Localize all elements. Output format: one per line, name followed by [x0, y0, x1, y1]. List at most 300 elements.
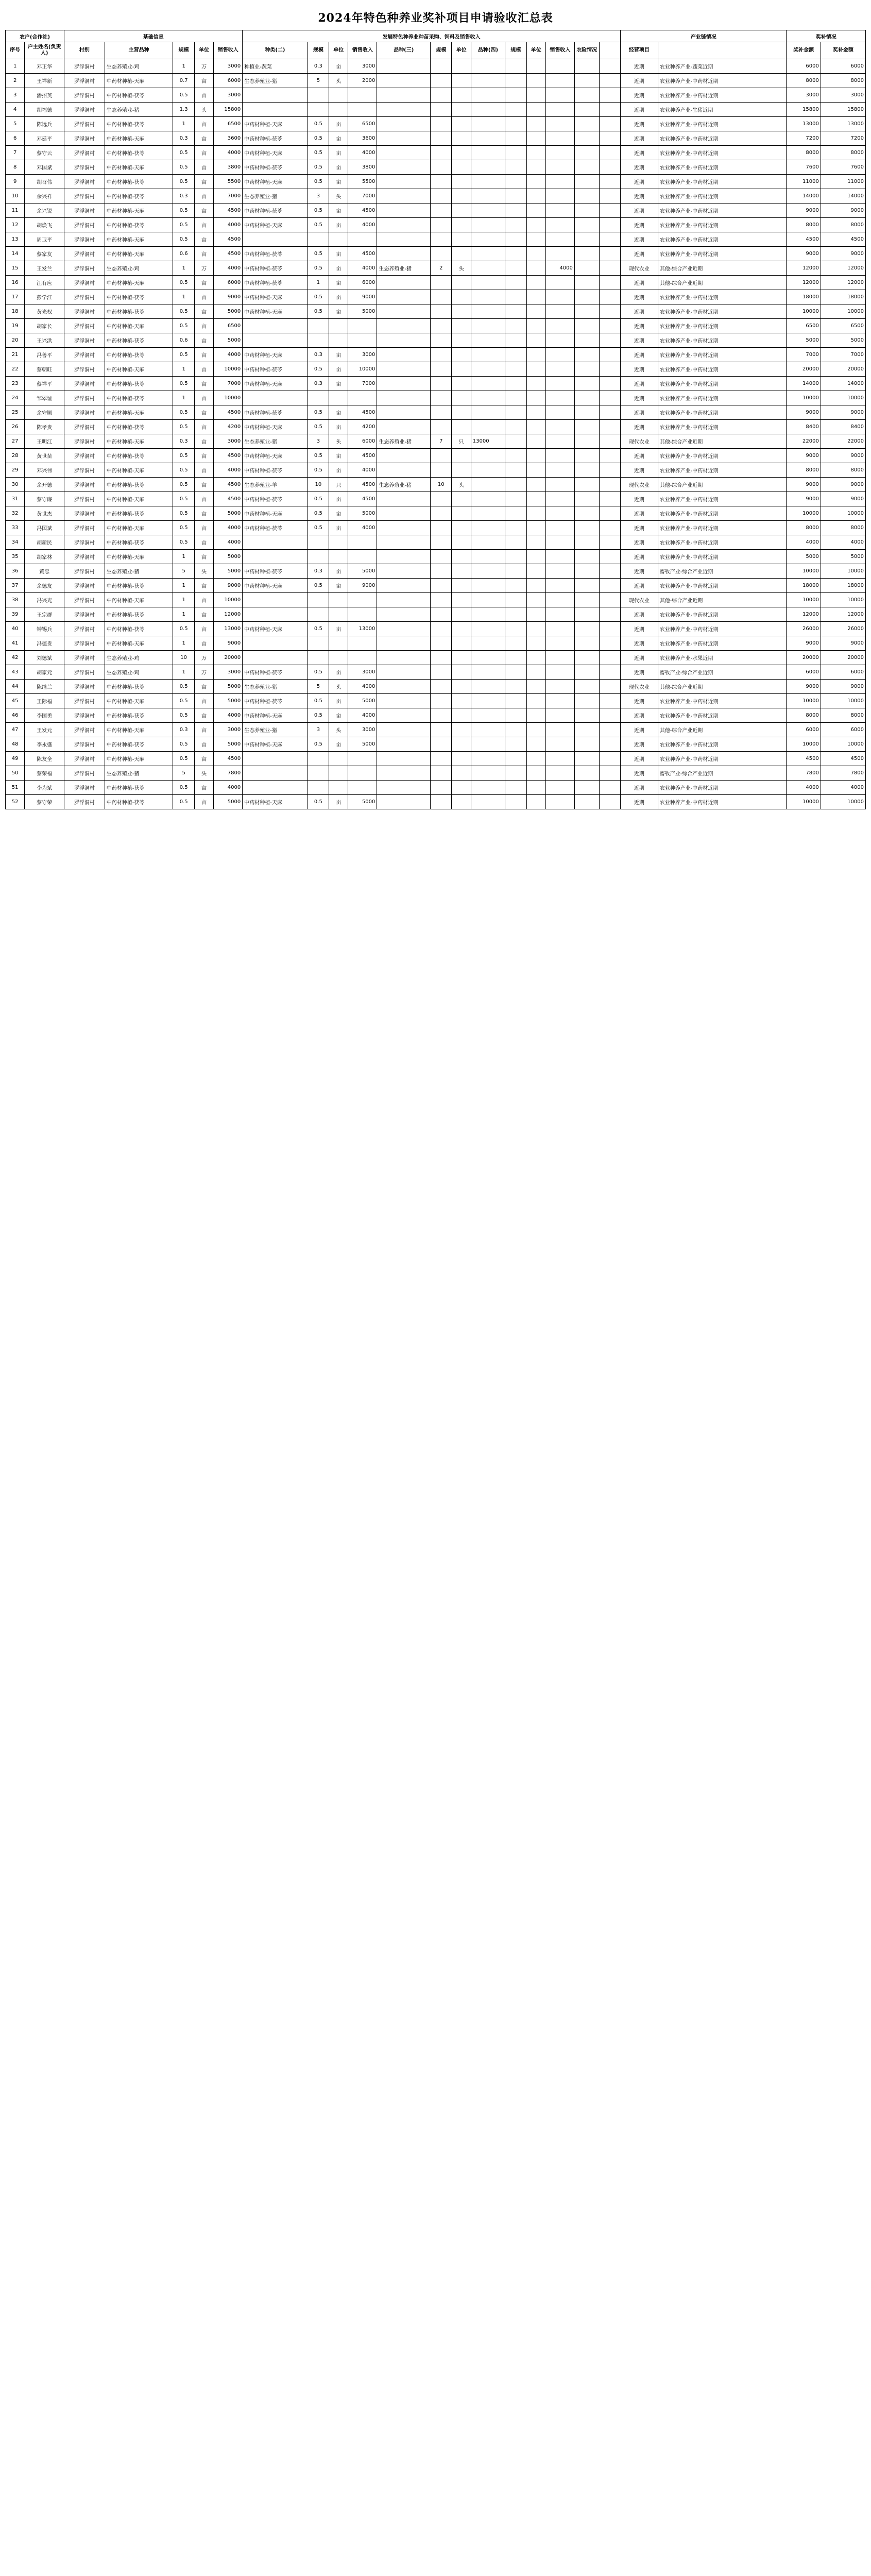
table-cell: 中药材种植-茯苓: [243, 564, 308, 579]
table-cell: [348, 232, 377, 247]
table-cell: 4500: [214, 478, 243, 492]
table-cell: [377, 59, 431, 74]
table-cell: 罗浮洞村: [64, 680, 105, 694]
table-cell: 0.5: [173, 694, 194, 708]
table-cell: 中药材种植-天麻: [105, 204, 173, 218]
table-row: [6, 449, 866, 463]
table-cell: 罗浮洞村: [64, 781, 105, 795]
table-cell: [471, 420, 505, 434]
table-cell: [452, 405, 471, 420]
table-cell: [526, 521, 545, 535]
table-cell: [505, 160, 526, 175]
table-cell: 3600: [214, 131, 243, 146]
table-cell: [599, 622, 621, 636]
table-cell: 13000: [471, 434, 505, 449]
table-cell: 7200: [787, 131, 821, 146]
table-cell: [599, 795, 621, 809]
table-cell: 农业种养产业-生猪近期: [658, 103, 787, 117]
table-cell: [471, 564, 505, 579]
table-cell: 近期: [621, 232, 658, 247]
table-cell: 生态养殖业-猪: [105, 103, 173, 117]
table-cell: 3: [308, 723, 329, 737]
table-cell: [377, 708, 431, 723]
table-cell: 44: [6, 680, 25, 694]
table-cell: 0.5: [173, 708, 194, 723]
table-cell: [377, 160, 431, 175]
table-cell: [377, 204, 431, 218]
table-cell: [599, 694, 621, 708]
header-industry: 产业链情况: [621, 30, 787, 42]
table-cell: [599, 521, 621, 535]
table-cell: [505, 622, 526, 636]
table-cell: [526, 708, 545, 723]
table-cell: [308, 88, 329, 103]
table-cell: 13000: [348, 622, 377, 636]
table-cell: [545, 377, 574, 391]
table-cell: 近期: [621, 492, 658, 506]
table-cell: 生态养殖业-鸡: [105, 651, 173, 665]
table-cell: [348, 766, 377, 781]
table-cell: [471, 449, 505, 463]
table-cell: 中药材种植-茯苓: [243, 131, 308, 146]
table-cell: 近期: [621, 579, 658, 593]
table-cell: [599, 492, 621, 506]
table-cell: [599, 261, 621, 276]
table-cell: 3000: [821, 88, 865, 103]
table-cell: [599, 391, 621, 405]
table-cell: 近期: [621, 88, 658, 103]
table-cell: 近期: [621, 218, 658, 232]
table-cell: [505, 420, 526, 434]
table-cell: [505, 607, 526, 622]
table-cell: 罗浮洞村: [64, 103, 105, 117]
table-cell: 7000: [787, 348, 821, 362]
table-cell: [431, 708, 452, 723]
table-cell: 近期: [621, 146, 658, 160]
table-cell: 农业种养产业-中药材近期: [658, 175, 787, 189]
table-cell: 生态养殖业-鸡: [105, 261, 173, 276]
table-cell: [377, 737, 431, 752]
table-cell: [545, 434, 574, 449]
table-cell: 4500: [821, 752, 865, 766]
table-cell: 46: [6, 708, 25, 723]
table-cell: [545, 781, 574, 795]
table-cell: [505, 131, 526, 146]
table-row: [6, 405, 866, 420]
table-cell: [308, 593, 329, 607]
table-cell: [599, 74, 621, 88]
table-cell: [505, 362, 526, 377]
table-cell: [308, 333, 329, 348]
table-cell: 近期: [621, 160, 658, 175]
table-cell: 4500: [348, 247, 377, 261]
table-cell: 王兴洪: [25, 333, 64, 348]
table-cell: 35: [6, 550, 25, 564]
table-cell: 15800: [214, 103, 243, 117]
table-cell: [545, 160, 574, 175]
table-cell: 5000: [214, 694, 243, 708]
table-cell: 15800: [821, 103, 865, 117]
table-cell: [526, 434, 545, 449]
table-cell: 0.5: [173, 752, 194, 766]
table-cell: [574, 506, 599, 521]
table-cell: [471, 247, 505, 261]
table-cell: [471, 636, 505, 651]
table-cell: 0.5: [173, 795, 194, 809]
table-cell: [329, 550, 348, 564]
table-cell: 农业种养产业-中药材近期: [658, 232, 787, 247]
table-cell: 中药材种植-天麻: [243, 304, 308, 319]
table-cell: [599, 348, 621, 362]
table-cell: 罗浮洞村: [64, 348, 105, 362]
table-cell: 罗浮洞村: [64, 478, 105, 492]
table-row: [6, 550, 866, 564]
table-cell: 罗浮洞村: [64, 550, 105, 564]
table-cell: 中药材种植-茯苓: [243, 694, 308, 708]
table-cell: [431, 492, 452, 506]
table-cell: 亩: [194, 607, 213, 622]
table-cell: [526, 752, 545, 766]
table-cell: [574, 737, 599, 752]
table-cell: 中药材种植-茯苓: [105, 622, 173, 636]
table-cell: 12000: [787, 276, 821, 290]
table-cell: 黄世苗: [25, 449, 64, 463]
table-cell: 2: [431, 261, 452, 276]
table-cell: 10000: [787, 737, 821, 752]
table-cell: 10000: [787, 593, 821, 607]
table-cell: [574, 103, 599, 117]
table-cell: [471, 146, 505, 160]
table-cell: [452, 276, 471, 290]
table-cell: [526, 478, 545, 492]
table-cell: 4500: [348, 405, 377, 420]
table-cell: 农业种养产业-中药材近期: [658, 708, 787, 723]
table-cell: [377, 651, 431, 665]
table-cell: [545, 463, 574, 478]
table-cell: [471, 88, 505, 103]
table-cell: 近期: [621, 795, 658, 809]
table-cell: 41: [6, 636, 25, 651]
table-cell: [471, 579, 505, 593]
table-cell: 农业种养产业-中药材近期: [658, 290, 787, 304]
table-cell: 中药材种植-茯苓: [243, 362, 308, 377]
table-cell: [329, 333, 348, 348]
table-cell: 10000: [821, 564, 865, 579]
table-cell: [545, 550, 574, 564]
table-cell: 3800: [348, 160, 377, 175]
table-cell: [599, 405, 621, 420]
table-row: [6, 232, 866, 247]
table-cell: 罗浮洞村: [64, 449, 105, 463]
table-cell: [505, 276, 526, 290]
table-cell: [505, 665, 526, 680]
table-cell: 9000: [348, 579, 377, 593]
table-row: [6, 333, 866, 348]
table-cell: 0.3: [173, 131, 194, 146]
table-cell: 农业种养产业-中药材近期: [658, 160, 787, 175]
table-cell: 4000: [348, 261, 377, 276]
table-cell: 中药材种植-天麻: [105, 752, 173, 766]
table-cell: 头: [329, 189, 348, 204]
table-cell: [377, 276, 431, 290]
table-cell: [431, 781, 452, 795]
table-cell: 亩: [194, 593, 213, 607]
table-cell: 8000: [787, 74, 821, 88]
table-cell: 50: [6, 766, 25, 781]
table-cell: 中药材种植-茯苓: [105, 218, 173, 232]
table-cell: [526, 261, 545, 276]
table-row: [6, 795, 866, 809]
table-cell: [377, 622, 431, 636]
table-cell: 10000: [821, 694, 865, 708]
table-cell: 现代农业: [621, 261, 658, 276]
table-cell: 10000: [348, 362, 377, 377]
table-cell: 0.5: [173, 88, 194, 103]
table-cell: 近期: [621, 362, 658, 377]
table-cell: 中药材种植-天麻: [243, 506, 308, 521]
table-cell: 近期: [621, 377, 658, 391]
table-cell: [599, 723, 621, 737]
table-cell: [526, 377, 545, 391]
table-cell: 近期: [621, 651, 658, 665]
table-cell: [505, 737, 526, 752]
table-cell: [574, 362, 599, 377]
table-cell: [545, 304, 574, 319]
table-cell: [377, 333, 431, 348]
table-cell: [471, 276, 505, 290]
table-cell: [599, 737, 621, 752]
table-cell: 26000: [821, 622, 865, 636]
table-cell: 畜牧产业-综合产业近期: [658, 665, 787, 680]
column-header: 品种(三): [377, 42, 431, 59]
table-cell: 罗浮洞村: [64, 175, 105, 189]
table-row: [6, 204, 866, 218]
table-cell: 4000: [348, 680, 377, 694]
table-cell: 4: [6, 103, 25, 117]
document-title: 2024年特色种养业奖补项目申请验收汇总表: [318, 11, 553, 25]
table-cell: 亩: [329, 261, 348, 276]
table-cell: [599, 204, 621, 218]
table-cell: 9: [6, 175, 25, 189]
table-cell: [545, 492, 574, 506]
table-cell: 中药材种植-天麻: [105, 593, 173, 607]
table-cell: 6000: [214, 276, 243, 290]
table-cell: [574, 752, 599, 766]
table-cell: [574, 146, 599, 160]
table-cell: 生态养殖业-猪: [105, 766, 173, 781]
table-cell: 中药材种植-茯苓: [105, 680, 173, 694]
table-cell: [471, 506, 505, 521]
table-cell: 0.3: [173, 189, 194, 204]
table-cell: [574, 204, 599, 218]
table-cell: [471, 74, 505, 88]
table-cell: 0.3: [308, 59, 329, 74]
table-cell: 中药材种植-天麻: [105, 131, 173, 146]
table-cell: 亩: [194, 506, 213, 521]
table-cell: 12000: [787, 261, 821, 276]
table-cell: 胡新民: [25, 535, 64, 550]
table-cell: 0.5: [308, 694, 329, 708]
table-cell: [545, 636, 574, 651]
table-cell: 8400: [821, 420, 865, 434]
table-cell: 亩: [329, 564, 348, 579]
table-cell: [545, 521, 574, 535]
table-cell: [431, 636, 452, 651]
table-cell: 中药材种植-天麻: [243, 449, 308, 463]
table-cell: [505, 88, 526, 103]
table-cell: [505, 290, 526, 304]
column-header: 单位: [194, 42, 213, 59]
table-cell: 亩: [194, 694, 213, 708]
table-cell: [431, 622, 452, 636]
table-cell: 蔡守云: [25, 146, 64, 160]
table-cell: [452, 694, 471, 708]
table-cell: 0.5: [308, 290, 329, 304]
table-cell: 1: [173, 550, 194, 564]
table-cell: [329, 103, 348, 117]
table-cell: 11000: [821, 175, 865, 189]
table-cell: [505, 564, 526, 579]
column-header: 序号: [6, 42, 25, 59]
table-cell: 中药材种植-茯苓: [243, 463, 308, 478]
table-cell: [526, 88, 545, 103]
table-cell: [545, 59, 574, 74]
table-cell: [329, 593, 348, 607]
table-cell: [505, 405, 526, 420]
table-cell: [545, 752, 574, 766]
table-cell: 亩: [194, 535, 213, 550]
table-cell: [599, 463, 621, 478]
table-cell: 罗浮洞村: [64, 117, 105, 131]
table-cell: 5000: [787, 333, 821, 348]
table-cell: [243, 319, 308, 333]
table-cell: 4500: [214, 204, 243, 218]
table-cell: [452, 521, 471, 535]
table-cell: 3800: [214, 160, 243, 175]
table-cell: [599, 103, 621, 117]
table-cell: 9000: [821, 636, 865, 651]
table-cell: [599, 189, 621, 204]
table-cell: [574, 131, 599, 146]
table-cell: 5: [308, 74, 329, 88]
table-cell: 头: [329, 723, 348, 737]
table-cell: [243, 752, 308, 766]
table-row: [6, 463, 866, 478]
table-cell: [348, 636, 377, 651]
table-cell: [348, 651, 377, 665]
table-cell: [377, 579, 431, 593]
table-cell: 亩: [329, 708, 348, 723]
table-row: [6, 290, 866, 304]
table-cell: 6500: [348, 117, 377, 131]
table-cell: [574, 319, 599, 333]
table-cell: [348, 781, 377, 795]
table-cell: 13000: [821, 117, 865, 131]
table-cell: [599, 478, 621, 492]
table-cell: 1: [173, 290, 194, 304]
table-cell: [545, 607, 574, 622]
table-cell: 43: [6, 665, 25, 680]
table-cell: 只: [452, 434, 471, 449]
table-cell: [452, 146, 471, 160]
table-cell: 蔡守廉: [25, 492, 64, 506]
table-cell: 万: [194, 665, 213, 680]
table-cell: [526, 131, 545, 146]
table-cell: 罗浮洞村: [64, 290, 105, 304]
table-cell: [574, 189, 599, 204]
table-cell: [526, 795, 545, 809]
table-cell: [431, 463, 452, 478]
table-cell: 亩: [194, 117, 213, 131]
table-cell: 陈远兵: [25, 117, 64, 131]
table-cell: [431, 593, 452, 607]
table-cell: [377, 550, 431, 564]
table-cell: [526, 204, 545, 218]
table-cell: [526, 333, 545, 348]
table-cell: [574, 290, 599, 304]
table-cell: [526, 550, 545, 564]
table-cell: 罗浮洞村: [64, 723, 105, 737]
table-cell: 亩: [329, 117, 348, 131]
table-cell: [574, 781, 599, 795]
table-cell: [526, 651, 545, 665]
table-cell: [471, 766, 505, 781]
table-cell: 1: [173, 261, 194, 276]
table-cell: 罗浮洞村: [64, 535, 105, 550]
table-cell: [545, 88, 574, 103]
table-cell: 罗浮洞村: [64, 377, 105, 391]
table-cell: 头: [194, 766, 213, 781]
table-cell: [452, 506, 471, 521]
table-cell: 农业种养产业-中药材近期: [658, 362, 787, 377]
table-cell: 5000: [348, 506, 377, 521]
table-cell: 0.5: [173, 535, 194, 550]
table-cell: 25: [6, 405, 25, 420]
table-cell: [505, 752, 526, 766]
table-cell: 亩: [329, 348, 348, 362]
table-cell: [377, 420, 431, 434]
table-cell: 农业种养产业-中药材近期: [658, 131, 787, 146]
table-cell: 26: [6, 420, 25, 434]
table-cell: 亩: [194, 463, 213, 478]
table-cell: [599, 290, 621, 304]
table-cell: [545, 680, 574, 694]
table-cell: 40: [6, 622, 25, 636]
table-cell: 12000: [821, 261, 865, 276]
table-cell: 生态养殖业-鸡: [105, 59, 173, 74]
table-cell: 0.5: [308, 117, 329, 131]
table-cell: [377, 636, 431, 651]
table-cell: [526, 680, 545, 694]
table-cell: 罗浮洞村: [64, 218, 105, 232]
table-cell: 4000: [787, 535, 821, 550]
table-cell: [545, 564, 574, 579]
table-cell: [545, 535, 574, 550]
table-cell: 9000: [214, 636, 243, 651]
table-cell: 1: [173, 579, 194, 593]
table-cell: [243, 333, 308, 348]
table-row: [6, 391, 866, 405]
table-cell: 0.5: [308, 218, 329, 232]
table-cell: [545, 651, 574, 665]
table-cell: [452, 247, 471, 261]
table-cell: 8000: [787, 146, 821, 160]
table-cell: 近期: [621, 391, 658, 405]
table-cell: 4000: [214, 781, 243, 795]
table-cell: [308, 766, 329, 781]
table-cell: [471, 103, 505, 117]
table-row: [6, 521, 866, 535]
